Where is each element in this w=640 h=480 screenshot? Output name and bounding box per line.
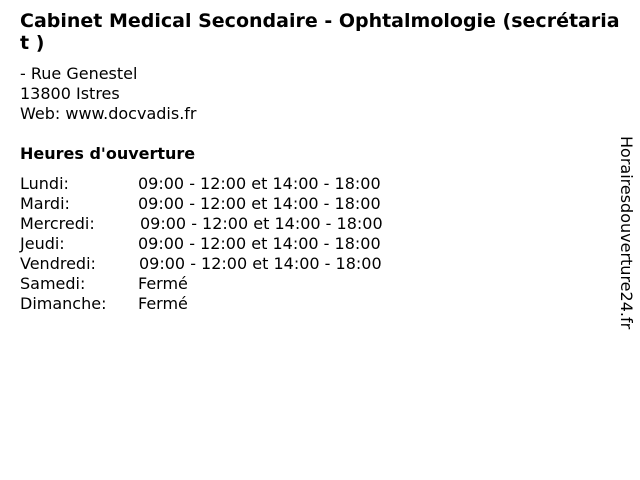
day-hours: 09:00 - 12:00 et 14:00 - 18:00 bbox=[140, 214, 383, 233]
hours-row-monday bbox=[20, 174, 383, 194]
page-title: Cabinet Medical Secondaire - Ophtalmologie (secrétariat ) bbox=[20, 10, 620, 54]
street-address: - Rue Genestel bbox=[20, 64, 138, 83]
city-postcode: 13800 Istres bbox=[20, 84, 120, 103]
day-label: Vendredi: bbox=[20, 254, 96, 273]
hours-row-sunday bbox=[20, 294, 383, 314]
day-label: Mardi: bbox=[20, 194, 70, 213]
hours-row-saturday bbox=[20, 274, 383, 294]
opening-hours-heading: Heures d'ouverture bbox=[20, 144, 196, 163]
day-label: Mercredi: bbox=[20, 214, 95, 233]
day-hours: Fermé bbox=[138, 274, 188, 293]
day-hours: 09:00 - 12:00 et 14:00 - 18:00 bbox=[138, 194, 381, 213]
website-link[interactable]: Web: www.docvadis.fr bbox=[20, 104, 197, 123]
hours-row-friday bbox=[20, 254, 383, 274]
hours-row-wednesday bbox=[20, 214, 383, 234]
day-label: Jeudi: bbox=[20, 234, 65, 253]
day-label: Lundi: bbox=[20, 174, 69, 193]
hours-row-thursday bbox=[20, 234, 383, 254]
day-hours: Fermé bbox=[138, 294, 188, 313]
opening-hours-list bbox=[20, 174, 383, 314]
day-hours: 09:00 - 12:00 et 14:00 - 18:00 bbox=[139, 254, 382, 273]
site-watermark: Horairesdouverture24.fr bbox=[617, 136, 636, 330]
address-block bbox=[20, 64, 196, 124]
day-hours: 09:00 - 12:00 et 14:00 - 18:00 bbox=[138, 174, 381, 193]
hours-row-tuesday bbox=[20, 194, 383, 214]
day-hours: 09:00 - 12:00 et 14:00 - 18:00 bbox=[138, 234, 381, 253]
day-label: Samedi: bbox=[20, 274, 86, 293]
day-label: Dimanche: bbox=[20, 294, 107, 313]
